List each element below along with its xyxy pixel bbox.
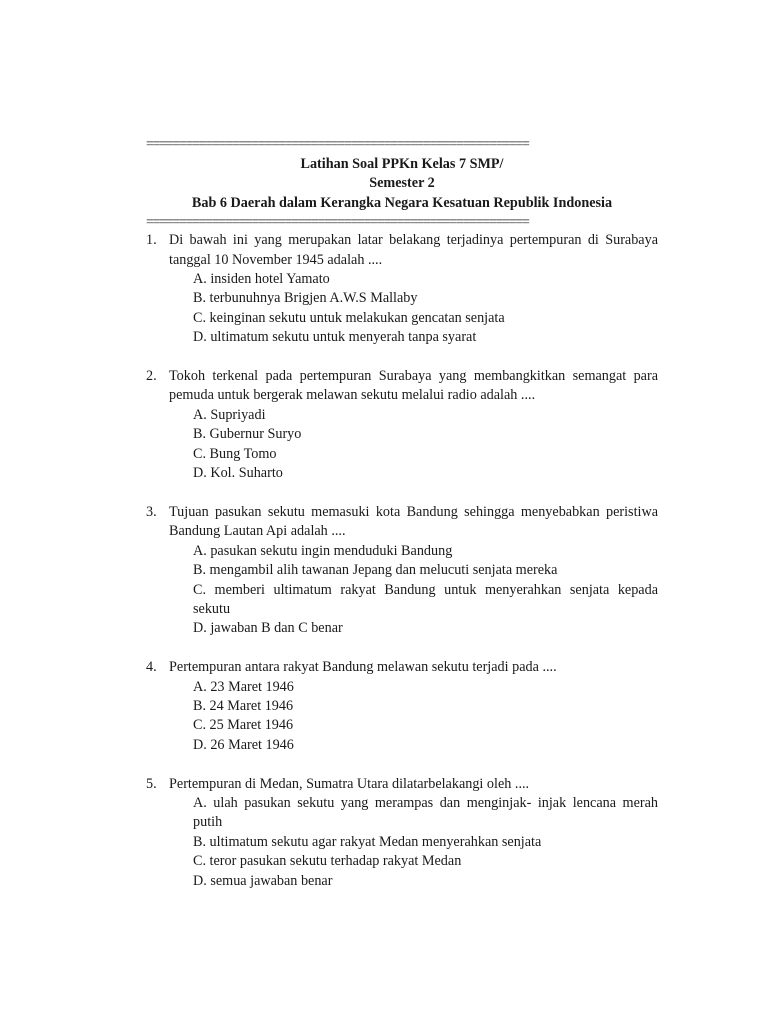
option-list [193, 678, 658, 756]
question-text: Pertempuran antara rakyat Bandung melawan sekutu terjadi pada .... [169, 659, 557, 676]
header-line-1: Latihan Soal PPKn Kelas 7 SMP/ [300, 156, 504, 172]
document-page [146, 137, 658, 891]
question-number: 4. [146, 659, 157, 676]
option-d: D. Kol. Suharto [193, 465, 283, 482]
question-text: Tokoh terkenal pada pertempuran Surabaya yang membangkitkan semangat para pemuda untuk bergerak melawan sekutu melalui radio adalah .... [169, 368, 658, 404]
option-c: C. keinginan sekutu untuk melakukan gencatan senjata [193, 309, 505, 326]
question-number: 5. [146, 775, 157, 792]
question-4 [146, 658, 658, 755]
option-list [193, 270, 658, 348]
option-b: B. 24 Maret 1946 [193, 697, 294, 714]
option-b: B. ultimatum sekutu agar rakyat Medan menyerahkan senjata [193, 833, 542, 850]
spacer [146, 639, 658, 658]
option-c: C. teror pasukan sekutu terhadap rakyat Medan [193, 853, 462, 870]
option-d: D. ultimatum sekutu untuk menyerah tanpa syarat [193, 329, 477, 346]
option-a: A. insiden hotel Yamato [193, 271, 330, 288]
separator-rule-bottom: ========================================================== [146, 215, 529, 231]
option-a: A. pasukan sekutu ingin menduduki Bandung [193, 542, 453, 559]
question-text: Pertempuran di Medan, Sumatra Utara dilatarbelakangi oleh .... [169, 775, 530, 792]
option-d: D. 26 Maret 1946 [193, 736, 294, 753]
separator-rule-top: ========================================================== [146, 137, 529, 152]
option-d: D. semua jawaban benar [193, 872, 333, 889]
option-c: C. memberi ultimatum rakyat Bandung untuk menyerahkan senjata kepada sekutu [193, 581, 658, 617]
spacer [146, 755, 658, 774]
option-list [193, 406, 658, 484]
option-list [193, 542, 658, 639]
question-number: 2. [146, 368, 157, 385]
question-1 [146, 231, 658, 347]
spacer [146, 483, 658, 502]
question-text: Tujuan pasukan sekutu memasuki kota Bandung sehingga menyebabkan peristiwa Bandung Lautan Api adalah .... [169, 503, 658, 540]
question-number: 3. [146, 503, 157, 520]
option-list [193, 794, 658, 891]
option-b: B. mengambil alih tawanan Jepang dan melucuti senjata mereka [193, 562, 558, 579]
option-b: B. terbunuhnya Brigjen A.W.S Mallaby [193, 290, 418, 307]
option-c: C. 25 Maret 1946 [193, 717, 294, 734]
header-line-2: Semester 2 [369, 175, 435, 192]
question-text: Di bawah ini yang merupakan latar belakang terjadinya pertempuran di Surabaya tanggal 10 November 1945 adalah .... [169, 232, 658, 268]
header-line-3: Bab 6 Daerah dalam Kerangka Negara Kesatuan Republik Indonesia [191, 194, 613, 211]
option-a: A. ulah pasukan sekutu yang merampas dan menginjak- injak lencana merah putih [193, 794, 658, 831]
option-c: C. Bung Tomo [193, 445, 277, 462]
question-5 [146, 775, 658, 891]
question-number: 1. [146, 232, 157, 249]
option-b: B. Gubernur Suryo [193, 426, 302, 443]
question-2 [146, 367, 658, 483]
option-d: D. jawaban B dan C benar [193, 620, 343, 637]
option-a: A. 23 Maret 1946 [193, 678, 294, 695]
question-3 [146, 503, 658, 639]
option-a: A. Supriyadi [193, 406, 266, 423]
document-header [146, 155, 658, 213]
spacer [146, 348, 658, 367]
